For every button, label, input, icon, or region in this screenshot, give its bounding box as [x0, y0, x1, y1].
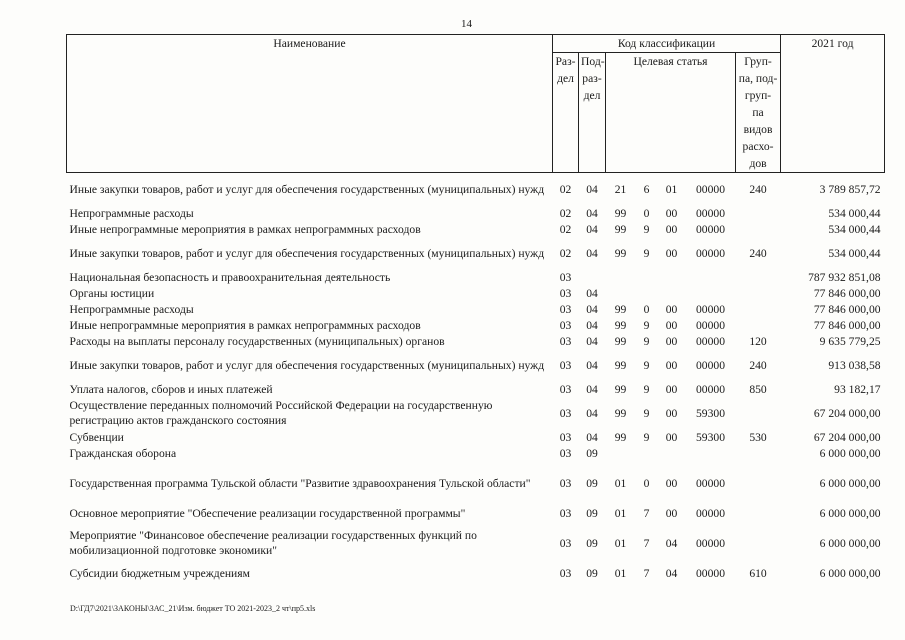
row-section: 03: [559, 286, 572, 300]
row-amount: 9 635 779,25: [819, 334, 881, 348]
row-expense-group: [736, 317, 781, 333]
row-amount: 534 000,44: [828, 206, 881, 220]
row-target-subprogram: 9: [643, 222, 650, 236]
row-name: Иные непрограммные мероприятия в рамках непрограммных расходов: [69, 222, 421, 236]
row-amount: 3 789 857,72: [819, 182, 881, 196]
row-expense-group: [736, 269, 781, 285]
row-subsection: 04: [586, 318, 598, 332]
row-target-direction: 00000: [696, 334, 725, 348]
row-target-program: 21: [614, 182, 627, 196]
row-target-program: [606, 445, 636, 461]
table-row: [67, 521, 885, 565]
table-row: [67, 349, 885, 381]
row-subsection: 04: [586, 334, 598, 348]
row-expense-group: [736, 285, 781, 301]
row-subsection: 04: [586, 406, 598, 420]
row-target-program: 01: [614, 476, 627, 490]
row-amount: 787 932 851,08: [808, 270, 881, 284]
row-target-program: 99: [614, 406, 627, 420]
row-target-subprogram: [636, 269, 658, 285]
row-expense-group: [736, 521, 781, 565]
row-expense-group: [736, 397, 781, 429]
row-subsection: [579, 269, 606, 285]
row-target-subprogram: 9: [643, 358, 650, 372]
row-amount: 77 846 000,00: [813, 318, 881, 332]
row-section: 03: [559, 536, 572, 550]
row-amount: 534 000,44: [828, 246, 881, 260]
row-section: 02: [559, 182, 572, 196]
row-target-subprogram: 9: [643, 334, 650, 348]
row-section: 02: [559, 222, 572, 236]
table-row: [67, 317, 885, 333]
row-target-direction: [686, 445, 736, 461]
row-subsection: 04: [586, 430, 598, 444]
header-year: 2021 год: [781, 35, 885, 173]
row-name: Иные закупки товаров, работ и услуг для обеспечения государственных (муниципальных) нужд: [69, 358, 545, 372]
row-target-program: 99: [614, 318, 627, 332]
row-name: Мероприятие "Финансовое обеспечение реализации государственных функций по мобилизационной подготовке экономики": [69, 529, 477, 557]
row-amount: 534 000,44: [828, 222, 881, 236]
table-row: [67, 237, 885, 269]
table-row: [67, 397, 885, 429]
row-target-event: 00: [665, 334, 678, 348]
row-target-subprogram: 7: [643, 566, 650, 580]
row-target-program: [606, 269, 636, 285]
row-target-event: [658, 285, 686, 301]
row-amount: 67 204 000,00: [813, 406, 881, 420]
row-target-program: [606, 285, 636, 301]
row-target-event: 00: [665, 302, 678, 316]
row-subsection: 04: [586, 302, 598, 316]
row-target-direction: 00000: [696, 382, 725, 396]
row-amount: 77 846 000,00: [813, 286, 881, 300]
row-target-event: 00: [665, 430, 678, 444]
row-target-event: 00: [665, 206, 678, 220]
row-expense-group: [736, 301, 781, 317]
row-target-subprogram: 9: [643, 382, 650, 396]
header-classification: Код классификации: [553, 35, 781, 53]
row-section: 03: [559, 446, 572, 460]
row-target-event: [658, 445, 686, 461]
row-target-direction: 00000: [696, 506, 725, 520]
table-row: [67, 269, 885, 285]
table-row: [67, 221, 885, 237]
header-expense-group: Груп- па, под- груп- па видов расхо- дов: [736, 53, 781, 173]
header-target-article: Целевая статья: [606, 53, 736, 173]
row-subsection: 09: [586, 536, 598, 550]
row-subsection: 04: [586, 206, 598, 220]
row-expense-group: [736, 221, 781, 237]
row-target-program: 99: [614, 222, 627, 236]
row-expense-group: [736, 461, 781, 505]
row-name: Иные закупки товаров, работ и услуг для обеспечения государственных (муниципальных) нужд: [69, 182, 545, 196]
row-target-program: 99: [614, 246, 627, 260]
row-section: 03: [559, 406, 572, 420]
row-section: 03: [559, 358, 572, 372]
table-row: [67, 333, 885, 349]
row-target-subprogram: 9: [643, 430, 650, 444]
row-target-subprogram: 6: [643, 182, 650, 196]
row-name: Расходы на выплаты персоналу государственных (муниципальных) органов: [69, 334, 445, 348]
row-amount: 6 000 000,00: [819, 476, 881, 490]
row-target-direction: 00000: [696, 246, 725, 260]
budget-table: [66, 34, 885, 581]
row-target-subprogram: [636, 285, 658, 301]
row-target-direction: [686, 269, 736, 285]
row-target-event: 00: [665, 358, 678, 372]
row-target-direction: 59300: [696, 406, 725, 420]
row-subsection: 04: [586, 246, 598, 260]
row-target-direction: 00000: [696, 206, 725, 220]
table-row: [67, 381, 885, 397]
row-section: 03: [559, 566, 572, 580]
table-row: [67, 429, 885, 445]
row-section: 03: [559, 430, 572, 444]
row-subsection: 04: [586, 382, 598, 396]
row-target-subprogram: 0: [643, 206, 650, 220]
row-name: Национальная безопасность и правоохранительная деятельность: [69, 270, 391, 284]
row-target-direction: 00000: [696, 476, 725, 490]
table-body: [67, 173, 885, 582]
row-section: 02: [559, 246, 572, 260]
row-name: Основное мероприятие "Обеспечение реализации государственной программы": [69, 506, 466, 520]
table-row: [67, 173, 885, 206]
row-expense-group: 240: [749, 358, 767, 372]
header-subsection: Под- раз- дел: [579, 53, 606, 173]
table-row: [67, 565, 885, 581]
row-target-event: 00: [665, 382, 678, 396]
row-amount: 6 000 000,00: [819, 566, 881, 580]
row-subsection: 04: [586, 182, 598, 196]
row-target-event: 00: [665, 318, 678, 332]
row-target-subprogram: 7: [643, 536, 650, 550]
row-section: 03: [559, 270, 572, 284]
row-target-subprogram: 9: [643, 246, 650, 260]
row-amount: 67 204 000,00: [813, 430, 881, 444]
row-subsection: 09: [586, 566, 598, 580]
row-target-subprogram: 0: [643, 302, 650, 316]
row-expense-group: [736, 505, 781, 521]
row-target-subprogram: 9: [643, 406, 650, 420]
row-expense-group: 850: [749, 382, 767, 396]
row-amount: 913 038,58: [828, 358, 881, 372]
row-target-direction: 00000: [696, 182, 725, 196]
row-target-program: 99: [614, 302, 627, 316]
table-row: [67, 285, 885, 301]
row-target-program: 99: [614, 382, 627, 396]
row-subsection: 09: [586, 506, 598, 520]
row-name: Непрограммные расходы: [69, 302, 194, 316]
row-target-direction: 00000: [696, 222, 725, 236]
row-target-subprogram: [636, 445, 658, 461]
row-amount: 6 000 000,00: [819, 536, 881, 550]
row-target-direction: 00000: [696, 358, 725, 372]
row-target-event: [658, 269, 686, 285]
row-target-subprogram: 9: [643, 318, 650, 332]
row-target-program: 01: [614, 536, 627, 550]
row-target-direction: 00000: [696, 302, 725, 316]
row-target-program: 01: [614, 506, 627, 520]
table-row: [67, 445, 885, 461]
table-header: [67, 35, 885, 173]
row-name: Гражданская оборона: [69, 446, 177, 460]
row-target-program: 99: [614, 358, 627, 372]
row-section: 03: [559, 506, 572, 520]
row-expense-group: 530: [749, 430, 767, 444]
file-path-footer: D:\ГД7\2021\ЗАКОНЫ\ЗАС_21\Изм. бюджет ТО 2021-2023_2 чт\пр5.xls: [70, 604, 316, 613]
row-name: Субвенции: [69, 430, 124, 444]
row-target-event: 00: [665, 246, 678, 260]
row-expense-group: 240: [749, 246, 767, 260]
row-target-program: 01: [614, 566, 627, 580]
row-target-subprogram: 0: [643, 476, 650, 490]
table-row: [67, 205, 885, 221]
row-expense-group: 120: [749, 334, 767, 348]
row-section: 03: [559, 476, 572, 490]
row-name: Иные непрограммные мероприятия в рамках непрограммных расходов: [69, 318, 421, 332]
row-target-event: 04: [665, 536, 678, 550]
row-section: 03: [559, 334, 572, 348]
row-amount: 93 182,17: [834, 382, 881, 396]
row-target-program: 99: [614, 206, 627, 220]
table-row: [67, 301, 885, 317]
table-row: [67, 505, 885, 521]
row-name: Субсидии бюджетным учреждениям: [69, 566, 250, 580]
row-name: Осуществление переданных полномочий Российской Федерации на государственную регистрацию актов гражданского состояния: [69, 399, 493, 427]
row-section: 03: [559, 302, 572, 316]
row-name: Уплата налогов, сборов и иных платежей: [69, 382, 273, 396]
row-subsection: 04: [586, 222, 598, 236]
row-target-subprogram: 7: [643, 506, 650, 520]
row-section: 03: [559, 382, 572, 396]
row-target-event: 04: [665, 566, 678, 580]
row-section: 02: [559, 206, 572, 220]
row-expense-group: 610: [749, 566, 767, 580]
row-name: Государственная программа Тульской области "Развитие здравоохранения Тульской области": [69, 476, 531, 490]
row-target-event: 00: [665, 506, 678, 520]
row-expense-group: [736, 205, 781, 221]
row-target-event: 00: [665, 222, 678, 236]
row-target-event: 00: [665, 406, 678, 420]
row-target-direction: [686, 285, 736, 301]
row-subsection: 04: [586, 286, 598, 300]
row-subsection: 04: [586, 358, 598, 372]
row-target-event: 01: [665, 182, 678, 196]
row-expense-group: 240: [749, 182, 767, 196]
row-target-direction: 59300: [696, 430, 725, 444]
row-subsection: 09: [586, 476, 598, 490]
header-name: Наименование: [67, 35, 553, 173]
row-section: 03: [559, 318, 572, 332]
row-name: Органы юстиции: [69, 286, 155, 300]
table-row: [67, 461, 885, 505]
row-expense-group: [736, 445, 781, 461]
row-target-program: 99: [614, 430, 627, 444]
row-target-direction: 00000: [696, 536, 725, 550]
row-name: Непрограммные расходы: [69, 206, 194, 220]
page-number: 14: [461, 18, 472, 30]
row-target-program: 99: [614, 334, 627, 348]
header-section: Раз- дел: [553, 53, 579, 173]
row-target-direction: 00000: [696, 318, 725, 332]
row-target-event: 00: [665, 476, 678, 490]
row-target-direction: 00000: [696, 566, 725, 580]
row-subsection: 09: [586, 446, 598, 460]
row-name: Иные закупки товаров, работ и услуг для обеспечения государственных (муниципальных) нужд: [69, 246, 545, 260]
row-amount: 77 846 000,00: [813, 302, 881, 316]
row-amount: 6 000 000,00: [819, 506, 881, 520]
row-amount: 6 000 000,00: [819, 446, 881, 460]
